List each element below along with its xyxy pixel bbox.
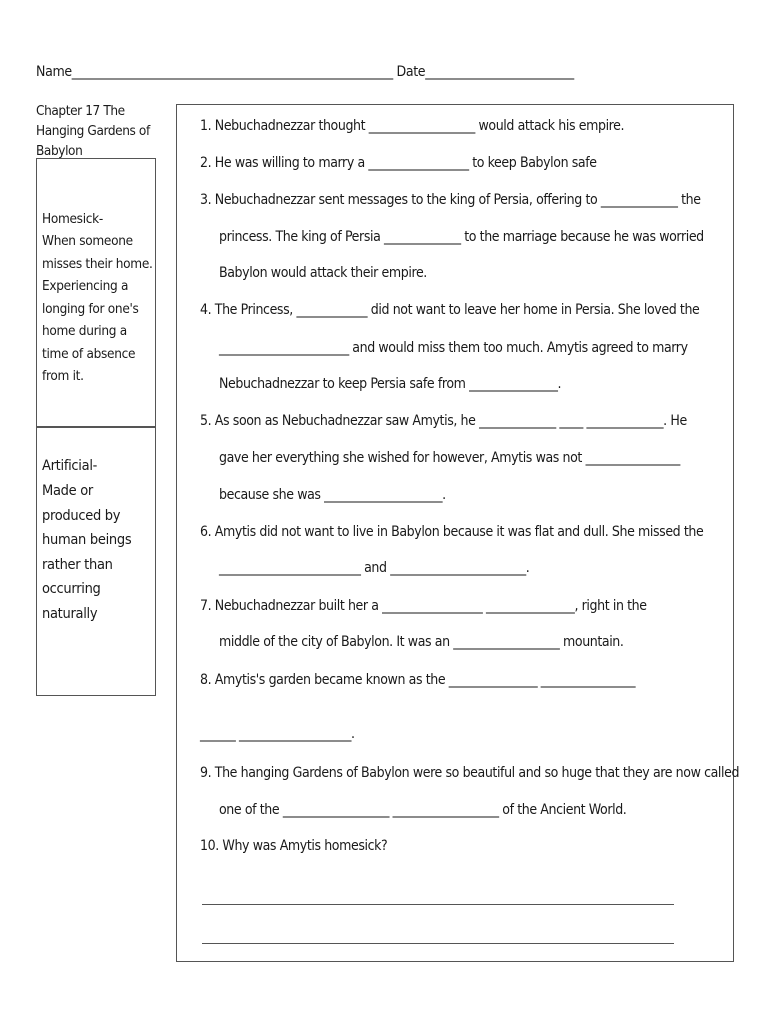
question-2: 2. He was willing to marry a _________________ to keep Babylon safe <box>200 155 597 171</box>
vocab-term-artificial: Artificial- <box>42 458 98 474</box>
chapter-title: Chapter 17 The Hanging Gardens of Babylon <box>36 103 150 159</box>
question-4-line-3: Nebuchadnezzar to keep Persia safe from _______________. <box>219 376 562 392</box>
question-6-line-2: ________________________ and _______________________. <box>219 560 530 576</box>
question-9-line-1: 9. The hanging Gardens of Babylon were so beautiful and so huge that they are now called <box>200 765 740 781</box>
question-10: 10. Why was Amytis homesick? <box>200 838 388 854</box>
vocab-term-homesick: Homesick- <box>42 211 103 227</box>
name-date-line: Name______________________________________________________ Date_________________________ <box>36 64 574 80</box>
answer-line[interactable] <box>202 943 674 944</box>
question-9-line-2: one of the __________________ __________________ of the Ancient World. <box>219 802 627 818</box>
question-6-line-1: 6. Amytis did not want to live in Babylon because it was flat and dull. She missed the <box>200 524 704 540</box>
vocab-definition-homesick: When someone misses their home. Experiencing a longing for one's home during a time of absence from it. <box>42 233 153 384</box>
question-3-line-2: princess. The king of Persia _____________ to the marriage because he was worried <box>219 229 704 245</box>
question-7-line-1: 7. Nebuchadnezzar built her a _________________ _______________, right in the <box>200 598 647 614</box>
question-4-line-2: ______________________ and would miss them too much. Amytis agreed to marry <box>219 340 688 356</box>
question-4-line-1: 4. The Princess, ____________ did not want to leave her home in Persia. She loved the <box>200 302 700 318</box>
question-3-line-1: 3. Nebuchadnezzar sent messages to the king of Persia, offering to _____________ the <box>200 192 701 208</box>
question-7-line-2: middle of the city of Babylon. It was an __________________ mountain. <box>219 634 624 650</box>
answer-line[interactable] <box>202 904 674 905</box>
question-5-line-1: 5. As soon as Nebuchadnezzar saw Amytis, he _____________ ____ _____________. He <box>200 413 687 429</box>
vocab-definition-artificial: Made or produced by human beings rather than occurring naturally <box>42 483 132 622</box>
question-5-line-3: because she was ____________________. <box>219 487 446 503</box>
question-5-line-2: gave her everything she wished for however, Amytis was not ________________ <box>219 450 680 466</box>
question-8-line-1: 8. Amytis's garden became known as the _______________ ________________ <box>200 672 636 688</box>
question-8-line-2: ______ ___________________. <box>200 726 355 742</box>
question-3-line-3: Babylon would attack their empire. <box>219 265 427 281</box>
question-1: 1. Nebuchadnezzar thought __________________ would attack his empire. <box>200 118 625 134</box>
